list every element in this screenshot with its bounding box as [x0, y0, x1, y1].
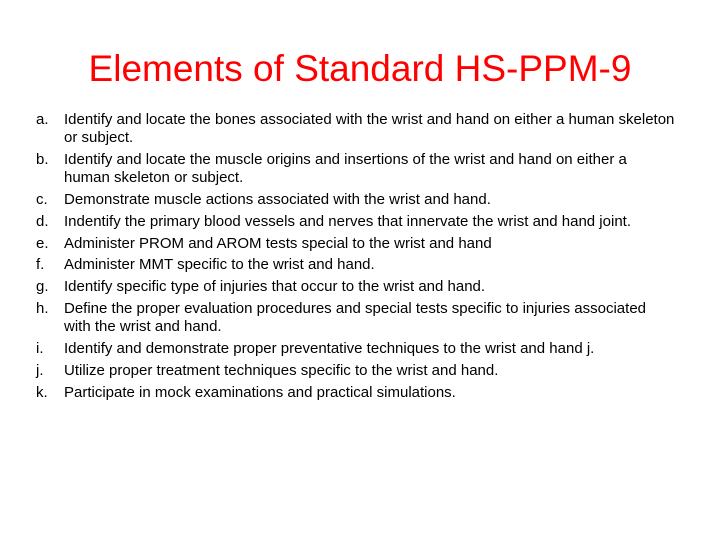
list-marker: g.: [36, 278, 49, 296]
list-item: [36, 256, 676, 274]
list-item-text: Identify and locate the bones associated with the wrist and hand on either a human skeleton or subject.: [64, 111, 675, 147]
list-item-text: Administer PROM and AROM tests special to the wrist and hand: [64, 234, 492, 252]
list-marker: h.: [36, 299, 49, 317]
list-item-text: Participate in mock examinations and practical simulations.: [64, 383, 456, 401]
list-item: [36, 235, 676, 253]
list-item: [36, 340, 676, 358]
list-marker: a.: [36, 111, 49, 128]
list-marker: i.: [36, 339, 44, 357]
list-item: [36, 278, 676, 296]
list-item-text: Indentify the primary blood vessels and nerves that innervate the wrist and hand joint.: [64, 212, 631, 230]
list-marker: f.: [36, 256, 45, 274]
list-item-text: Identify and demonstrate proper preventative techniques to the wrist and hand j.: [64, 339, 595, 357]
list-item-text: Define the proper evaluation procedures and special tests specific to injuries associated with the wrist and hand.: [64, 299, 646, 336]
list-item: [36, 362, 676, 380]
list-item-text: Administer MMT specific to the wrist and hand.: [64, 256, 375, 274]
slide-title: Elements of Standard HS-PPM-9: [88, 48, 632, 89]
standards-list: [36, 111, 676, 405]
list-item: [36, 213, 676, 231]
list-marker: b.: [36, 151, 49, 168]
list-marker: e.: [36, 234, 49, 252]
list-item: [36, 384, 676, 402]
list-item: [36, 300, 676, 336]
list-marker: j.: [36, 361, 44, 379]
list-marker: d.: [36, 212, 49, 230]
list-marker: c.: [36, 191, 48, 208]
list-item-text: Utilize proper treatment techniques specific to the wrist and hand.: [64, 361, 499, 379]
list-item-text: Identify and locate the muscle origins and insertions of the wrist and hand on either a human skeleton or subject.: [64, 151, 627, 187]
list-item: [36, 191, 676, 209]
list-item: [36, 111, 676, 147]
list-item-text: Demonstrate muscle actions associated with the wrist and hand.: [64, 191, 491, 208]
list-item-text: Identify specific type of injuries that occur to the wrist and hand.: [64, 278, 486, 296]
list-item: [36, 151, 676, 187]
list-marker: k.: [36, 383, 48, 401]
